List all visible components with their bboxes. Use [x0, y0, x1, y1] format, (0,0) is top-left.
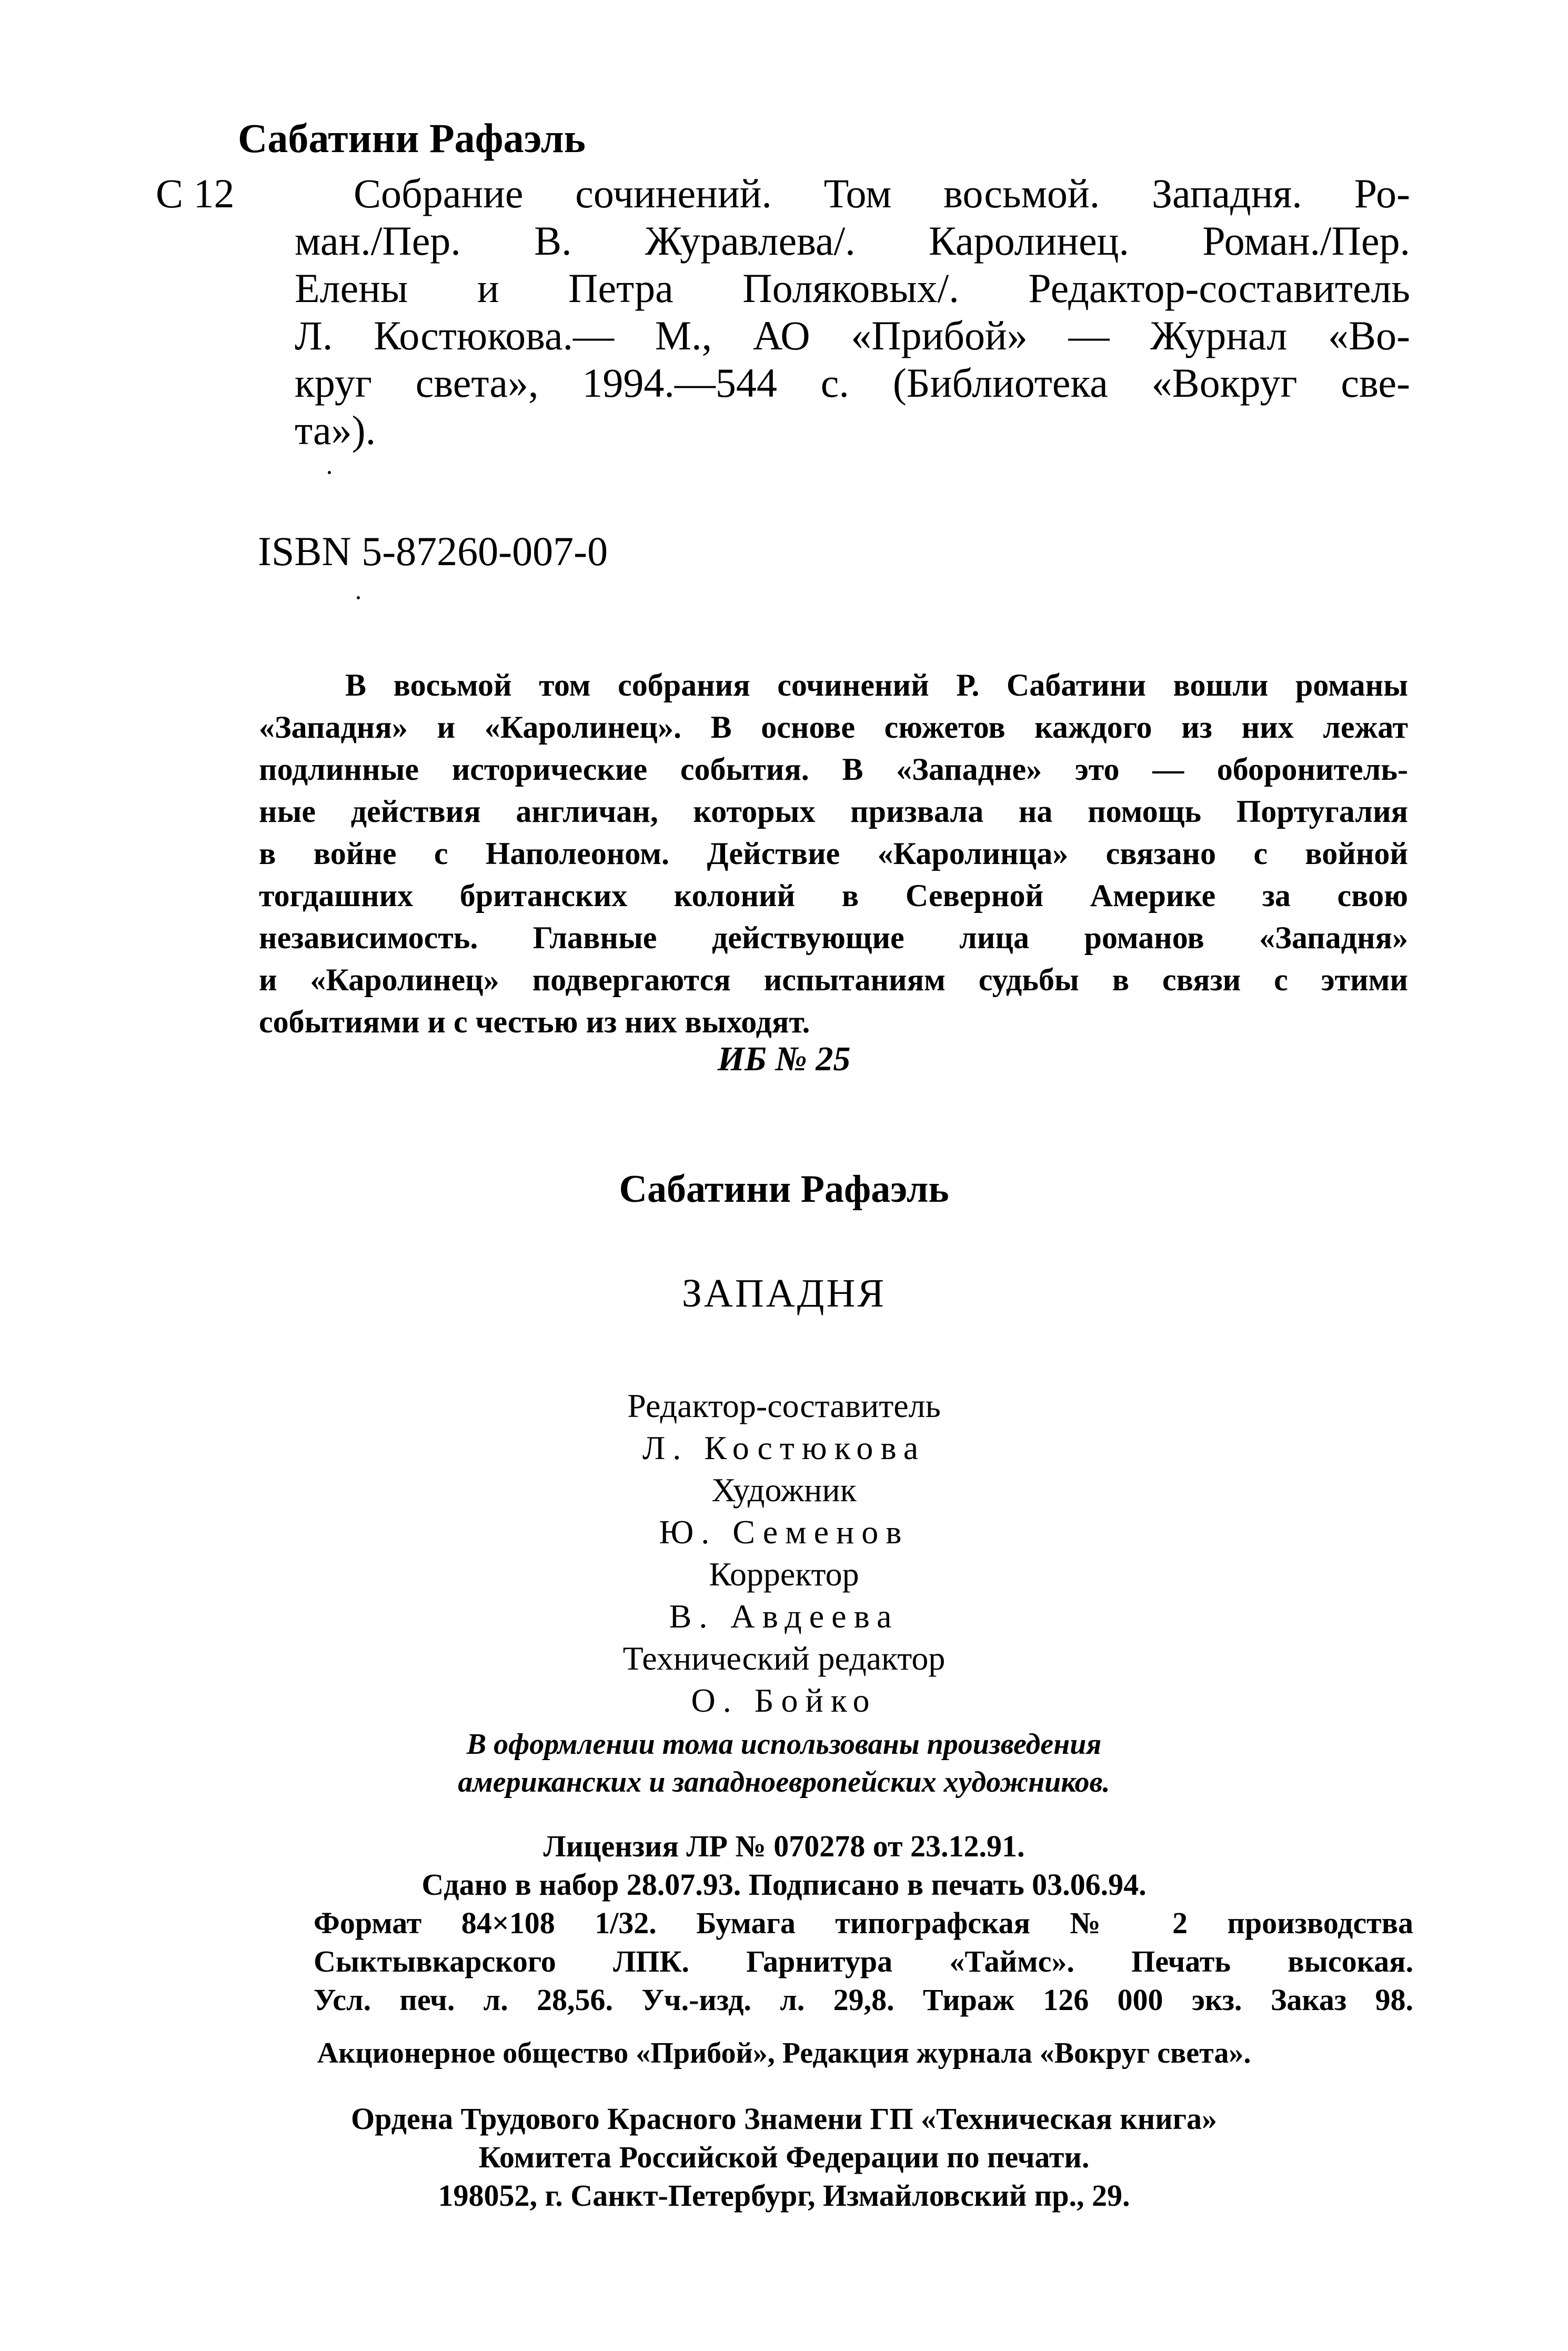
license-line: Лицензия ЛР № 070278 от 23.12.91. [543, 1829, 1025, 1863]
catalog-description-line: круг света», 1994.—544 с. (Библиотека «Вокруг све- [295, 360, 1410, 406]
credit-name: О. Бойко [691, 1682, 877, 1719]
catalog-description-line: ман./Пер. В. Журавлева/. Каролинец. Роман./Пер. [295, 218, 1410, 264]
book-author: Сабатини Рафаэль [619, 1168, 949, 1211]
credit-role: Художник [711, 1471, 857, 1509]
publication-line: Сдано в набор 28.07.93. Подписано в печать 03.06.94. [421, 1867, 1147, 1902]
annotation-line: независимость. Главные действующие лица романов «Западня» [259, 920, 1408, 955]
isbn: ISBN 5-87260-007-0 [258, 528, 608, 574]
publication-line: Формат 84×108 1/32. Бумага типографская № 2 производства [314, 1906, 1413, 1940]
annotation-line: в войне с Наполеоном. Действие «Каролинца» связано с войной [259, 836, 1408, 871]
catalog-description-line: Собрание сочинений. Том восьмой. Западня. Ро- [354, 170, 1410, 216]
annotation-line: «Западня» и «Каролинец». В основе сюжетов каждого из них лежат [259, 710, 1408, 745]
credit-name: Ю. Семенов [659, 1513, 909, 1551]
book-title: ЗАПАДНЯ [681, 1271, 887, 1315]
catalog-index: С 12 [156, 170, 235, 216]
publication-line: Сыктывкарского ЛПК. Гарнитура «Таймс». Печать высокая. [314, 1944, 1413, 1978]
scan-speck [357, 596, 360, 599]
credit-name: В. Авдеева [669, 1598, 899, 1635]
annotation-line: ные действия англичан, которых призвала на помощь Португалия [259, 794, 1408, 829]
annotation-line: подлинные исторические события. В «Западне» это — оборонитель- [259, 752, 1408, 787]
ib-number: ИБ № 25 [717, 1040, 851, 1078]
design-note-line: В оформлении тома использованы произведения [466, 1728, 1102, 1761]
design-note-line: американских и западноевропейских художников. [458, 1766, 1110, 1799]
printer-line: 198052, г. Санкт-Петербург, Измайловский пр., 29. [438, 2178, 1130, 2213]
credit-role: Технический редактор [622, 1640, 946, 1677]
annotation-line: и «Каролинец» подвергаются испытаниям судьбы в связи с этими [259, 962, 1408, 997]
annotation-line: событиями и с честью из них выходят. [259, 1004, 810, 1039]
printer-line: Ордена Трудового Красного Знамени ГП «Техническая книга» [351, 2102, 1217, 2136]
printer-line: Комитета Российской Федерации по печати. [478, 2140, 1090, 2174]
publication-line: Усл. печ. л. 28,56. Уч.-изд. л. 29,8. Тираж 126 000 экз. Заказ 98. [314, 1983, 1413, 2017]
credit-name: Л. Костюкова [642, 1429, 926, 1466]
credit-role: Корректор [709, 1555, 859, 1593]
annotation-line: В восьмой том собрания сочинений Р. Сабатини вошли романы [345, 668, 1408, 702]
catalog-description-line: та»). [295, 407, 376, 453]
annotation-line: тогдашних британских колоний в Северной Америке за свою [259, 878, 1408, 913]
credit-role: Редактор-составитель [627, 1387, 941, 1424]
scan-speck [328, 471, 331, 474]
catalog-description-line: Л. Костюкова.— М., АО «Прибой» — Журнал «Во- [295, 313, 1410, 358]
catalog-author-heading: Сабатини Рафаэль [238, 115, 586, 161]
publisher-line: Акционерное общество «Прибой», Редакция журнала «Вокруг света». [317, 2037, 1251, 2069]
catalog-description-line: Елены и Петра Поляковых/. Редактор-составитель [295, 265, 1410, 311]
